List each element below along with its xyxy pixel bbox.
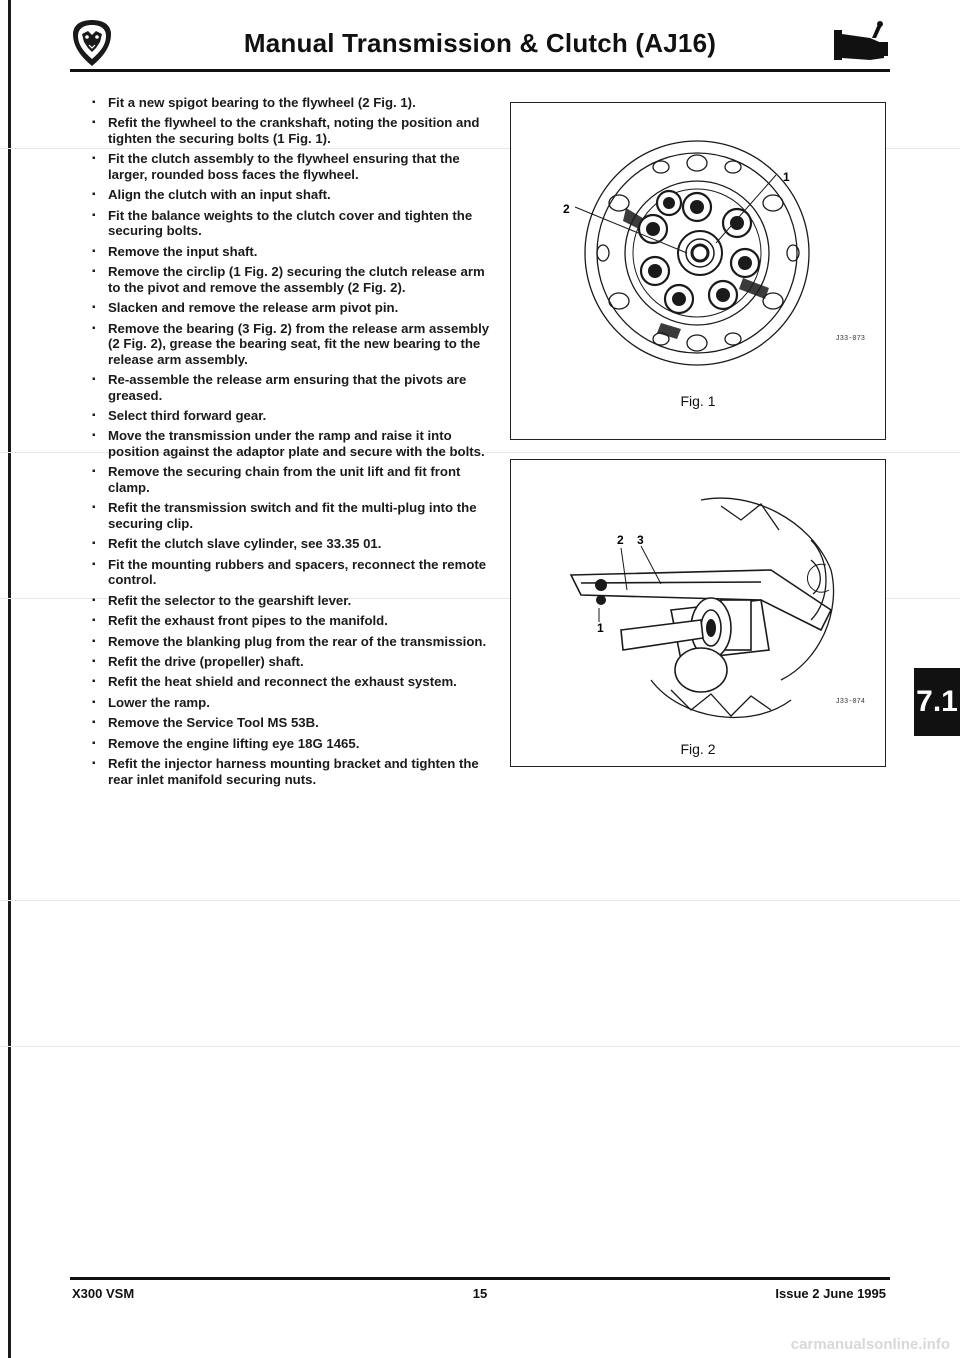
figure-code: J33-073 <box>835 335 865 343</box>
left-margin-rule <box>8 0 11 1358</box>
step-item: ▪ Refit the clutch slave cylinder, see 33.35 01. <box>92 536 496 552</box>
callout-2: 2 <box>617 533 624 547</box>
callout-1: 1 <box>783 170 790 184</box>
procedure-steps <box>92 95 496 792</box>
issue-date: Issue 2 June 1995 <box>775 1286 886 1301</box>
step-item: ▪ Remove the securing chain from the unit lift and fit front clamp. <box>92 464 496 495</box>
gearbox-section-icon <box>832 20 890 64</box>
figure-code: J33-074 <box>835 698 865 706</box>
watermark: carmanualsonline.info <box>790 1336 950 1353</box>
callout-2: 2 <box>563 202 570 216</box>
release-arm-illustration <box>511 460 885 766</box>
flywheel-clutch-illustration <box>511 103 885 439</box>
step-item: ▪ Slacken and remove the release arm pivot pin. <box>92 300 496 316</box>
step-item: ▪ Remove the engine lifting eye 18G 1465. <box>92 736 496 752</box>
figure-1 <box>510 102 886 440</box>
step-item: ▪ Remove the bearing (3 Fig. 2) from the release arm assembly (2 Fig. 2), grease the bearing seat, fit the new bearing to the release arm assembly. <box>92 321 496 368</box>
step-item: ▪ Refit the injector harness mounting bracket and tighten the rear inlet manifold securing nuts. <box>92 756 496 787</box>
footer-rule <box>70 1277 890 1280</box>
step-item: ▪ Refit the exhaust front pipes to the manifold. <box>92 613 496 629</box>
step-item: ▪ Select third forward gear. <box>92 408 496 424</box>
step-item: ▪ Refit the drive (propeller) shaft. <box>92 654 496 670</box>
scan-line <box>0 1046 960 1047</box>
section-tab: 7.1 <box>914 668 960 736</box>
footer-manual-code: X300 VSM <box>72 1286 135 1301</box>
figure-caption: Fig. 2 <box>680 741 716 757</box>
callout-1: 1 <box>597 621 604 635</box>
step-item: ▪ Re-assemble the release arm ensuring that the pivots are greased. <box>92 372 496 403</box>
step-item: ▪ Move the transmission under the ramp and raise it into position against the adaptor plate and secure with the bolts. <box>92 428 496 459</box>
page-number: 15 <box>472 1286 488 1301</box>
callout-3: 3 <box>637 533 644 547</box>
step-item: ▪ Fit the mounting rubbers and spacers, reconnect the remote control. <box>92 557 496 588</box>
step-item: ▪ Remove the circlip (1 Fig. 2) securing the clutch release arm to the pivot and remove the assembly (2 Fig. 2). <box>92 264 496 295</box>
figure-2 <box>510 459 886 767</box>
step-item: ▪ Refit the flywheel to the crankshaft, noting the position and tighten the securing bolts (1 Fig. 1). <box>92 115 496 146</box>
figure-caption: Fig. 1 <box>680 393 716 409</box>
step-item: ▪ Remove the blanking plug from the rear of the transmission. <box>92 634 496 650</box>
scan-line <box>0 900 960 901</box>
page-title: Manual Transmission & Clutch (AJ16) <box>243 28 717 58</box>
step-item: ▪ Fit the clutch assembly to the flywheel ensuring that the larger, rounded boss faces the flywheel. <box>92 151 496 182</box>
step-item: ▪ Remove the input shaft. <box>92 244 496 260</box>
step-item: ▪ Refit the selector to the gearshift lever. <box>92 593 496 609</box>
step-item: ▪ Align the clutch with an input shaft. <box>92 187 496 203</box>
step-item: ▪ Refit the transmission switch and fit the multi-plug into the securing clip. <box>92 500 496 531</box>
step-item: ▪ Lower the ramp. <box>92 695 496 711</box>
step-item: ▪ Refit the heat shield and reconnect the exhaust system. <box>92 674 496 690</box>
step-item: ▪ Remove the Service Tool MS 53B. <box>92 715 496 731</box>
header-rule <box>70 69 890 72</box>
step-item: ▪ Fit the balance weights to the clutch cover and tighten the securing bolts. <box>92 208 496 239</box>
step-item: ▪ Fit a new spigot bearing to the flywheel (2 Fig. 1). <box>92 95 496 111</box>
page-header <box>70 18 890 70</box>
